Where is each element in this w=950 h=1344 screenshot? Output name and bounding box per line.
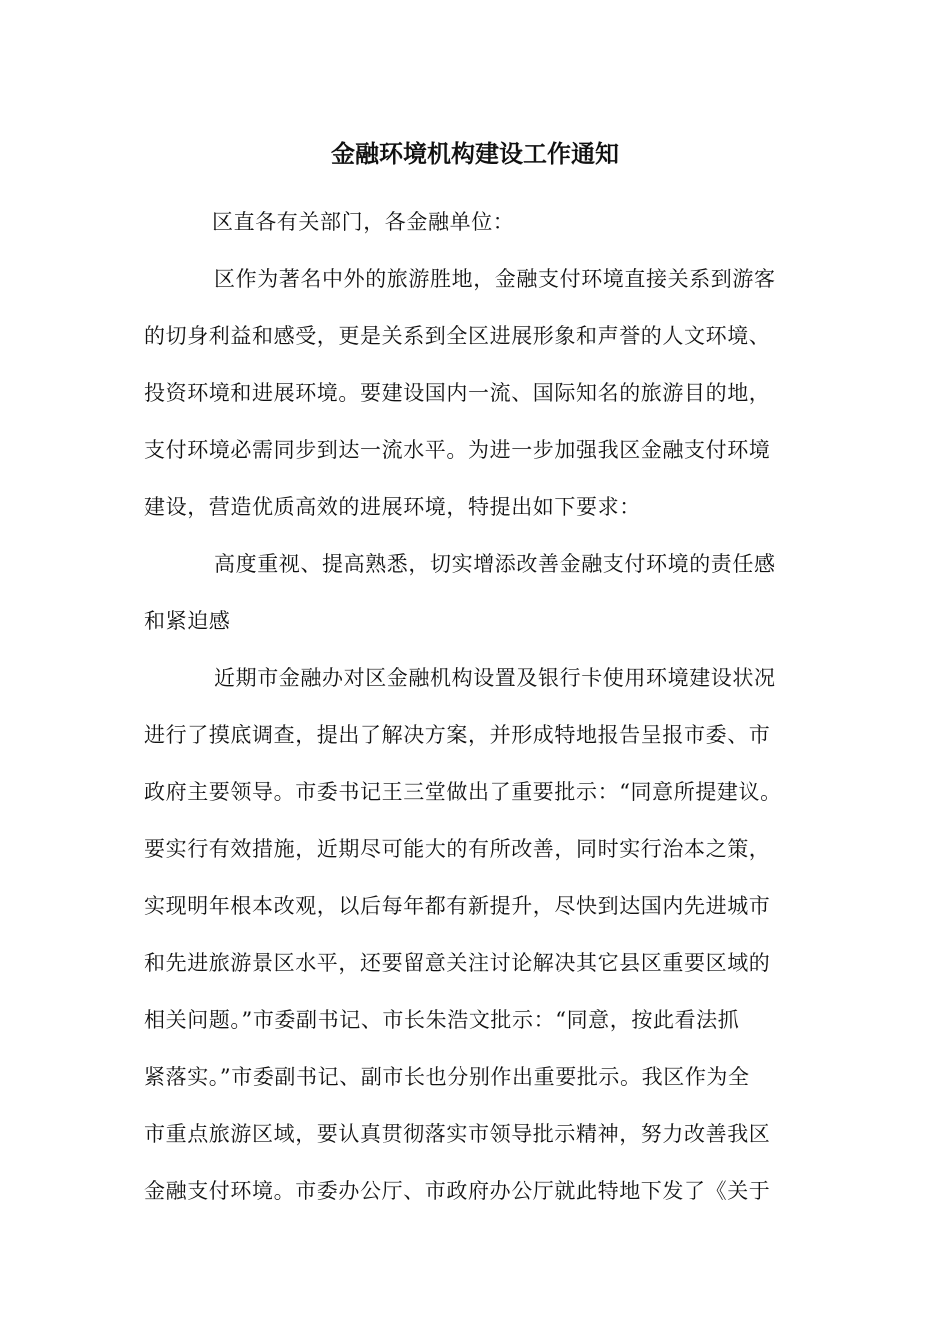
- body-line: 市重点旅游区域，要认真贯彻落实市领导批示精神，努力改善我区: [144, 1122, 771, 1146]
- body-line: 政府主要领导。市委书记王三堂做出了重要批示：“同意所提建议。: [144, 780, 782, 804]
- body-line: 和先进旅游景区水平，还要留意关注讨论解决其它县区重要区域的: [144, 951, 771, 975]
- section-heading-line: 高度重视、提高熟悉，切实增添改善金融支付环境的责任感: [214, 552, 776, 576]
- salutation-line: 区直各有关部门，各金融单位：: [212, 210, 515, 234]
- body-line: 区作为著名中外的旅游胜地，金融支付环境直接关系到游客: [214, 267, 776, 291]
- document-title: 金融环境机构建设工作通知: [331, 139, 619, 168]
- body-line: 实现明年根本改观，以后每年都有新提升，尽快到达国内先进城市: [144, 894, 771, 918]
- body-line: 近期市金融办对区金融机构设置及银行卡使用环境建设状况: [214, 666, 776, 690]
- body-line: 建设，营造优质高效的进展环境，特提出如下要求：: [144, 495, 641, 519]
- body-line: 进行了摸底调查，提出了解决方案，并形成特地报告呈报市委、市: [144, 723, 771, 747]
- body-line: 紧落实。”市委副书记、副市长也分别作出重要批示。我区作为全: [144, 1065, 750, 1089]
- body-line: 的切身利益和感受，更是关系到全区进展形象和声誉的人文环境、: [144, 324, 771, 348]
- body-line: 金融支付环境。市委办公厅、市政府办公厅就此特地下发了《关于: [144, 1179, 771, 1203]
- body-line: 要实行有效措施，近期尽可能大的有所改善，同时实行治本之策，: [144, 837, 771, 861]
- body-line: 投资环境和进展环境。要建设国内一流、国际知名的旅游目的地，: [144, 381, 771, 405]
- body-line: 支付环境必需同步到达一流水平。为进一步加强我区金融支付环境: [144, 438, 771, 462]
- section-heading-line: 和紧迫感: [144, 609, 231, 633]
- body-line: 相关问题。”市委副书记、市长朱浩文批示：“同意，按此看法抓: [144, 1008, 740, 1032]
